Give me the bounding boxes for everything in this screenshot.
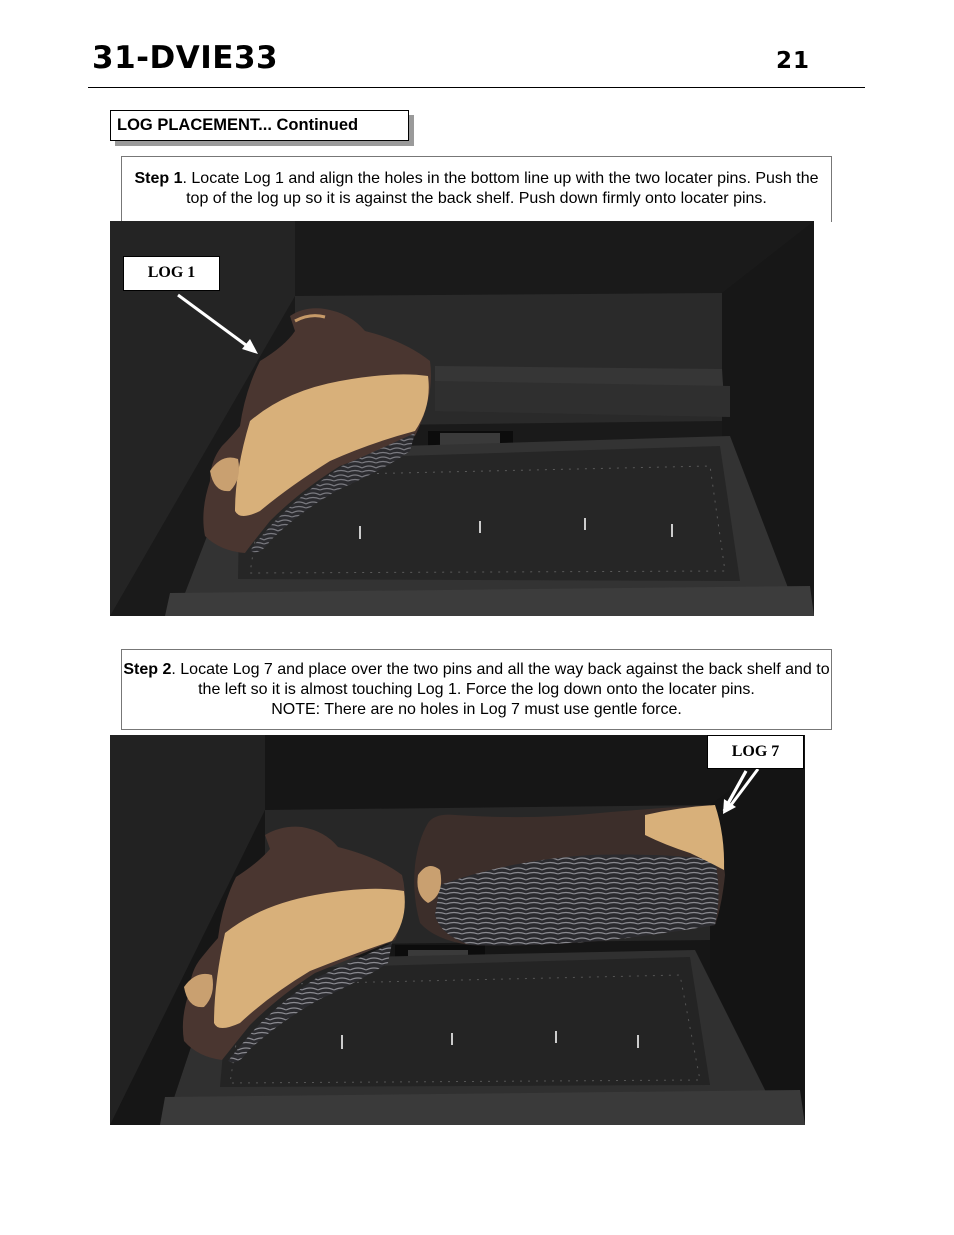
step-1-label: Step 1: [134, 170, 183, 187]
section-title-box: [110, 110, 409, 141]
log-1-callout: LOG 1: [123, 256, 220, 291]
log-7-callout: LOG 7: [707, 735, 804, 769]
header-rule: [88, 87, 865, 88]
document-title: 31-DVIE33: [92, 40, 279, 76]
step-1-instructions: [121, 156, 832, 222]
step-2-text: . Locate Log 7 and place over the two pins and all the way back against the back shelf and to the left so it is almost touching Log 1. Force the log down onto the locater pins.: [171, 661, 830, 698]
section-title: LOG PLACEMENT... Continued: [117, 116, 359, 134]
page-number: 21: [776, 48, 811, 74]
step-1-text: . Locate Log 1 and align the holes in the bottom line up with the two locater pins. Push the top of the log up so it is against the back shelf. Push down firmly onto locater pins.: [182, 170, 819, 207]
step-2-instructions: [121, 649, 832, 730]
step-2-note: NOTE: There are no holes in Log 7 must use gentle force.: [271, 701, 682, 718]
photo-log-1: [110, 221, 814, 616]
photo-log-7: [110, 735, 805, 1125]
firebox-log-7-illustration: [110, 735, 805, 1125]
step-2-label: Step 2: [123, 661, 172, 678]
